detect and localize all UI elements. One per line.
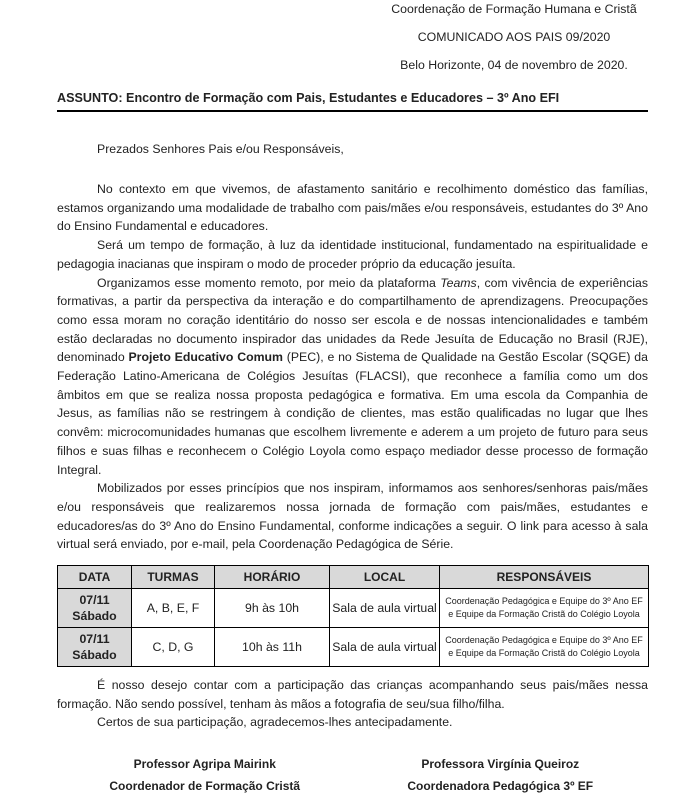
column-header-responsaveis: RESPONSÁVEIS — [440, 566, 649, 589]
responsaveis-line-2: e Equipe da Formação Cristã do Colégio Loyola — [448, 609, 640, 620]
table-row — [58, 589, 649, 628]
date-value: 07/11 — [79, 632, 110, 647]
date-cell — [58, 589, 132, 628]
date-cell — [58, 628, 132, 667]
schedule-table — [57, 565, 649, 667]
column-header-turmas: TURMAS — [132, 566, 215, 589]
letterhead-communique-number: COMUNICADO AOS PAIS 09/2020 — [417, 30, 611, 44]
letterhead — [380, 3, 648, 72]
signature-left — [57, 758, 353, 793]
local-cell: Sala de aula virtual — [330, 628, 440, 667]
closing-block — [57, 676, 648, 732]
letterhead-date-line: Belo Horizonte, 04 de novembro de 2020. — [400, 58, 628, 72]
signature-left-name: Professor Agripa Mairink — [133, 757, 276, 772]
closing-paragraph-2: Certos de sua participação, agradecemos-lhes antecipadamente. — [97, 715, 453, 730]
paragraph-2: Será um tempo de formação, à luz da identidade institucional, fundamentado na espiritualidade e pedagogia inacianas que inspiram o modo de proceder próprio da educação jesuíta. — [57, 238, 648, 271]
paragraph-3 — [57, 274, 648, 480]
turmas-cell: C, D, G — [132, 628, 215, 667]
schedule-header-row — [58, 566, 649, 589]
paragraph-3-run-2: , com vivência de experiências formativas, a partir da perspectiva da interação e do compartilhamento de aprendizagens. Preocupações como essa moram no coração identitário do nosso ser escola e de nossas intencionalidades e também estão declaradas no documento inspirador das unidades da Rede Jesuíta de Educação no Brasil (RJE), denominado — [57, 275, 648, 365]
signatures — [57, 758, 648, 793]
subject-line: ASSUNTO: Encontro de Formação com Pais, Estudantes e Educadores – 3º Ano EFI — [57, 91, 648, 112]
responsaveis-line-1: Coordenação Pedagógica e Equipe do 3º Ano EF — [445, 596, 643, 607]
date-value: 07/11 — [79, 593, 110, 608]
signature-right — [353, 758, 649, 793]
responsaveis-line-1: Coordenação Pedagógica e Equipe do 3º Ano EF — [445, 635, 643, 646]
letterhead-department: Coordenação de Formação Humana e Cristã — [391, 2, 637, 16]
column-header-local: LOCAL — [330, 566, 440, 589]
responsaveis-line-2: e Equipe da Formação Cristã do Colégio Loyola — [448, 648, 640, 659]
platform-name-italic: Teams — [440, 275, 477, 290]
closing-paragraph-1: É nosso desejo contar com a participação das crianças acompanhando seus pais/mães nessa formação. Não sendo possível, tenham às mãos a fotografia de seu/sua filho/filha. — [57, 678, 648, 711]
salutation: Prezados Senhores Pais e/ou Responsáveis, — [97, 142, 344, 156]
paragraph-3-run-1: Organizamos esse momento remoto, por meio da plataforma — [97, 275, 441, 290]
signature-right-name: Professora Virgínia Queiroz — [421, 757, 580, 772]
paragraph-4: Mobilizados por esses princípios que nos inspiram, informamos aos senhores/senhoras pais/mães e/ou responsáveis que realizaremos nossa jornada de formação com pais/mães, estudantes e educadores/as do 3º Ano do Ensino Fundamental, conforme indicações a seguir. O link para acesso à sala virtual será enviado, por e-mail, pela Coordenação Pedagógica de Série. — [57, 481, 648, 552]
pec-title-bold: Projeto Educativo Comum — [128, 350, 283, 365]
responsaveis-cell — [440, 589, 649, 628]
signature-right-role: Coordenadora Pedagógica 3º EF — [407, 779, 594, 793]
date-weekday: Sábado — [72, 609, 117, 624]
paragraph-3-run-3: (PEC), e no Sistema de Qualidade na Gestão Escolar (SQGE) da Federação Latino-Americana de Colégios Jesuítas (FLACSI), que reconhece a família como um dos âmbitos em que se realiza nossa proposta pedagógica e formativa. Em uma escola da Companhia de Jesus, as famílias não se restringem à condição de clientes, mas estão qualificadas no lugar que lhes convêm: microcomunidades humanas que escolhem livremente e aderem a um projeto de futuro para seus filhos e suas filhas e reconhecem o Colégio Loyola como espaço mediador desse processo de formação Integral. — [57, 350, 648, 477]
turmas-cell: A, B, E, F — [132, 589, 215, 628]
letter-body — [57, 180, 648, 554]
local-cell: Sala de aula virtual — [330, 589, 440, 628]
table-row — [58, 628, 649, 667]
column-header-horario: HORÁRIO — [215, 566, 330, 589]
horario-cell: 10h às 11h — [215, 628, 330, 667]
horario-cell: 9h às 10h — [215, 589, 330, 628]
date-weekday: Sábado — [72, 648, 117, 663]
paragraph-1: No contexto em que vivemos, de afastamento sanitário e recolhimento doméstico das famílias, estamos organizando uma modalidade de trabalho com pais/mães e/ou responsáveis, estudantes do 3º Ano do Ensino Fundamental e educadores. — [57, 182, 648, 234]
signature-left-role: Coordenador de Formação Cristã — [109, 779, 301, 793]
responsaveis-cell — [440, 628, 649, 667]
column-header-data: DATA — [58, 566, 132, 589]
